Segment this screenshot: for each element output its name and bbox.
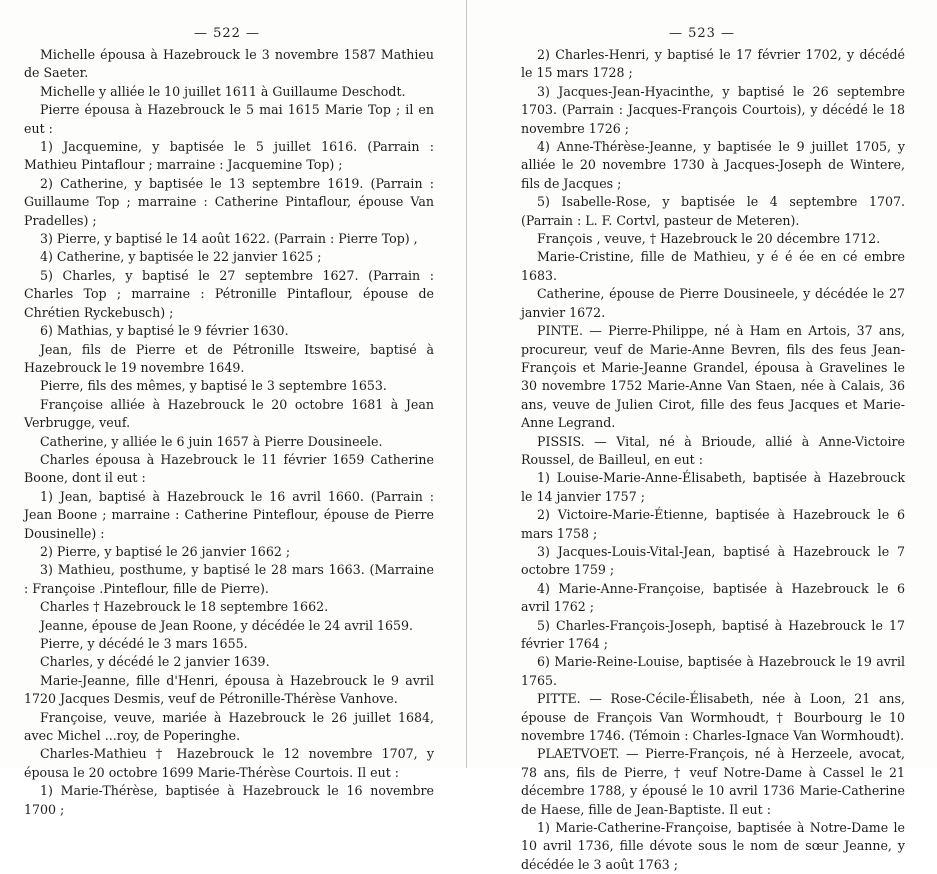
- page-text: [521, 46, 905, 874]
- paragraph: PISSIS. — Vital, né à Brioude, allié à Anne-Victoire Roussel, de Bailleul, en eut :: [521, 433, 905, 467]
- paragraph: Charles † Hazebrouck le 18 septembre 1662.: [40, 599, 329, 615]
- paragraph: Marie-Cristine, fille de Mathieu, y é é ée en cé embre 1683.: [521, 249, 905, 283]
- list-item: 1) Marie-Catherine-Françoise, baptisée à Notre-Dame le 10 avril 1736, fille dévote sous le nom de sœur Jeanne, y décédée le 3 août 1763 ;: [521, 820, 905, 872]
- list-item: 4) Anne-Thérèse-Jeanne, y baptisée le 9 juillet 1705, y alliée le 20 novembre 1730 à Jacques-Joseph de Wintere, fils de Jacques ;: [521, 139, 905, 191]
- list-item: 2) Pierre, y baptisé le 26 janvier 1662 ;: [40, 543, 291, 559]
- page-number: — 523 —: [668, 26, 736, 41]
- paragraph: Charles, y décédé le 2 janvier 1639.: [40, 654, 270, 670]
- page-number: — 522 —: [193, 26, 261, 41]
- paragraph: Catherine, y alliée le 6 juin 1657 à Pierre Dousineele.: [40, 433, 383, 449]
- list-item: 4) Catherine, y baptisée le 22 janvier 1625 ;: [40, 249, 322, 265]
- paragraph: Jean, fils de Pierre et de Pétronille Itsweire, baptisé à Hazebrouck le 19 novembre 1649.: [24, 341, 434, 375]
- paragraph: PITTE. — Rose-Cécile-Élisabeth, née à Loon, 21 ans, épouse de François Van Wormhoudt, † Bourbourg le 10 novembre 1746. (Témoin : Charles-Ignace Van Wormhoudt).: [521, 691, 905, 744]
- paragraph: Jeanne, épouse de Jean Roone, y décédée le 24 avril 1659.: [40, 617, 414, 633]
- left-page: [0, 0, 466, 817]
- right-page: [466, 0, 937, 872]
- list-item: 6) Marie-Reine-Louise, baptisée à Hazebrouck le 19 avril 1765.: [521, 654, 905, 688]
- paragraph: Michelle épousa à Hazebrouck le 3 novembre 1587 Mathieu de Saeter.: [24, 47, 434, 81]
- list-item: 3) Jacques-Jean-Hyacinthe, y baptisé le 26 septembre 1703. (Parrain : Jacques-François Courtois), y décédé le 18 novembre 1726 ;: [521, 83, 905, 136]
- list-item: 1) Marie-Thérèse, baptisée à Hazebrouck le 16 novembre 1700 ;: [24, 783, 434, 817]
- list-item: 5) Isabelle-Rose, y baptisée le 4 septembre 1707. (Parrain : L. F. Cortvl, pasteur de Meteren).: [521, 194, 905, 228]
- list-item: 1) Louise-Marie-Anne-Élisabeth, baptisée à Hazebrouck le 14 janvier 1757 ;: [521, 470, 905, 504]
- list-item: 1) Jacquemine, y baptisée le 5 juillet 1616. (Parrain : Mathieu Pintaflour ; marraine : Jacquemine Top) ;: [24, 139, 434, 173]
- paragraph: Françoise, veuve, mariée à Hazebrouck le 26 juillet 1684, avec Michel ...roy, de Poperinghe.: [24, 709, 434, 744]
- paragraph: Charles-Mathieu † Hazebrouck le 12 novembre 1707, y épousa le 20 octobre 1699 Marie-Thérèse Courtois. Il eut :: [24, 746, 434, 780]
- paragraph: Marie-Jeanne, fille d'Henri, épousa à Hazebrouck le 9 avril 1720 Jacques Desmis, veuf de Pétronille-Thérèse Vanhove.: [24, 672, 434, 707]
- list-item: 1) Jean, baptisé à Hazebrouck le 16 avril 1660. (Parrain : Jean Boone ; marraine : Catherine Pinteflour, épouse de Pierre Dousinelle) :: [24, 488, 434, 541]
- list-item: 3) Jacques-Louis-Vital-Jean, baptisé à Hazebrouck le 7 octobre 1759 ;: [521, 543, 905, 578]
- list-item: 3) Mathieu, posthume, y baptisé le 28 mars 1663. (Marraine : Françoise .Pinteflour, fille de Pierre).: [24, 562, 434, 596]
- list-item: 2) Victoire-Marie-Étienne, baptisée à Hazebrouck le 6 mars 1758 ;: [521, 507, 905, 541]
- paragraph: Françoise alliée à Hazebrouck le 20 octobre 1681 à Jean Verbrugge, veuf.: [24, 396, 434, 431]
- paragraph: PLAETVOET. — Pierre-François, né à Herzeele, avocat, 78 ans, fils de Pierre, † veuf Notre-Dame à Cassel le 21 décembre 1788, y épousé le 10 avril 1736 Marie-Catherine de Haese, fille de Jean-Baptiste. Il eut :: [521, 746, 905, 817]
- paragraph: PINTE. — Pierre-Philippe, né à Ham en Artois, 37 ans, procureur, veuf de Marie-Anne Bevren, fils des feus Jean-François et Marie-Jeanne Grandel, épousa à Gravelines le 30 novembre 1752 Marie-Anne Van Staen, née à Calais, 36 ans, veuve de Julien Cirot, fille des feus Jacques et Marie-Anne Legrand.: [521, 323, 905, 431]
- list-item: 4) Marie-Anne-Françoise, baptisée à Hazebrouck le 6 avril 1762 ;: [521, 580, 905, 615]
- paragraph: Charles épousa à Hazebrouck le 11 février 1659 Catherine Boone, dont il eut :: [24, 451, 434, 486]
- list-item: 3) Pierre, y baptisé le 14 août 1622. (Parrain : Pierre Top) ,: [40, 231, 418, 247]
- paragraph: François , veuve, † Hazebrouck le 20 décembre 1712.: [537, 231, 881, 247]
- list-item: 5) Charles, y baptisé le 27 septembre 1627. (Parrain : Charles Top ; marraine : Pétronille Pintaflour, épouse de Chrétien Ryckebusch) ;: [24, 267, 434, 320]
- paragraph: Pierre, fils des mêmes, y baptisé le 3 septembre 1653.: [40, 378, 387, 394]
- paragraph: Michelle y alliée le 10 juillet 1611 à Guillaume Deschodt.: [40, 83, 406, 99]
- list-item: 6) Mathias, y baptisé le 9 février 1630.: [40, 323, 289, 339]
- page-text: [24, 46, 434, 819]
- list-item: 2) Catherine, y baptisée le 13 septembre 1619. (Parrain : Guillaume Top ; marraine : Catherine Pintaflour, épouse Van Pradelles) ;: [24, 175, 434, 228]
- list-item: 5) Charles-François-Joseph, baptisé à Hazebrouck le 17 février 1764 ;: [521, 617, 905, 651]
- list-item: 2) Charles-Henri, y baptisé le 17 février 1702, y décédé le 15 mars 1728 ;: [521, 47, 905, 81]
- paragraph: Pierre, y décédé le 3 mars 1655.: [40, 636, 248, 651]
- paragraph: Pierre épousa à Hazebrouck le 5 mai 1615 Marie Top ; il en eut :: [24, 102, 434, 136]
- paragraph: Catherine, épouse de Pierre Dousineele, y décédée le 27 janvier 1672.: [521, 286, 905, 320]
